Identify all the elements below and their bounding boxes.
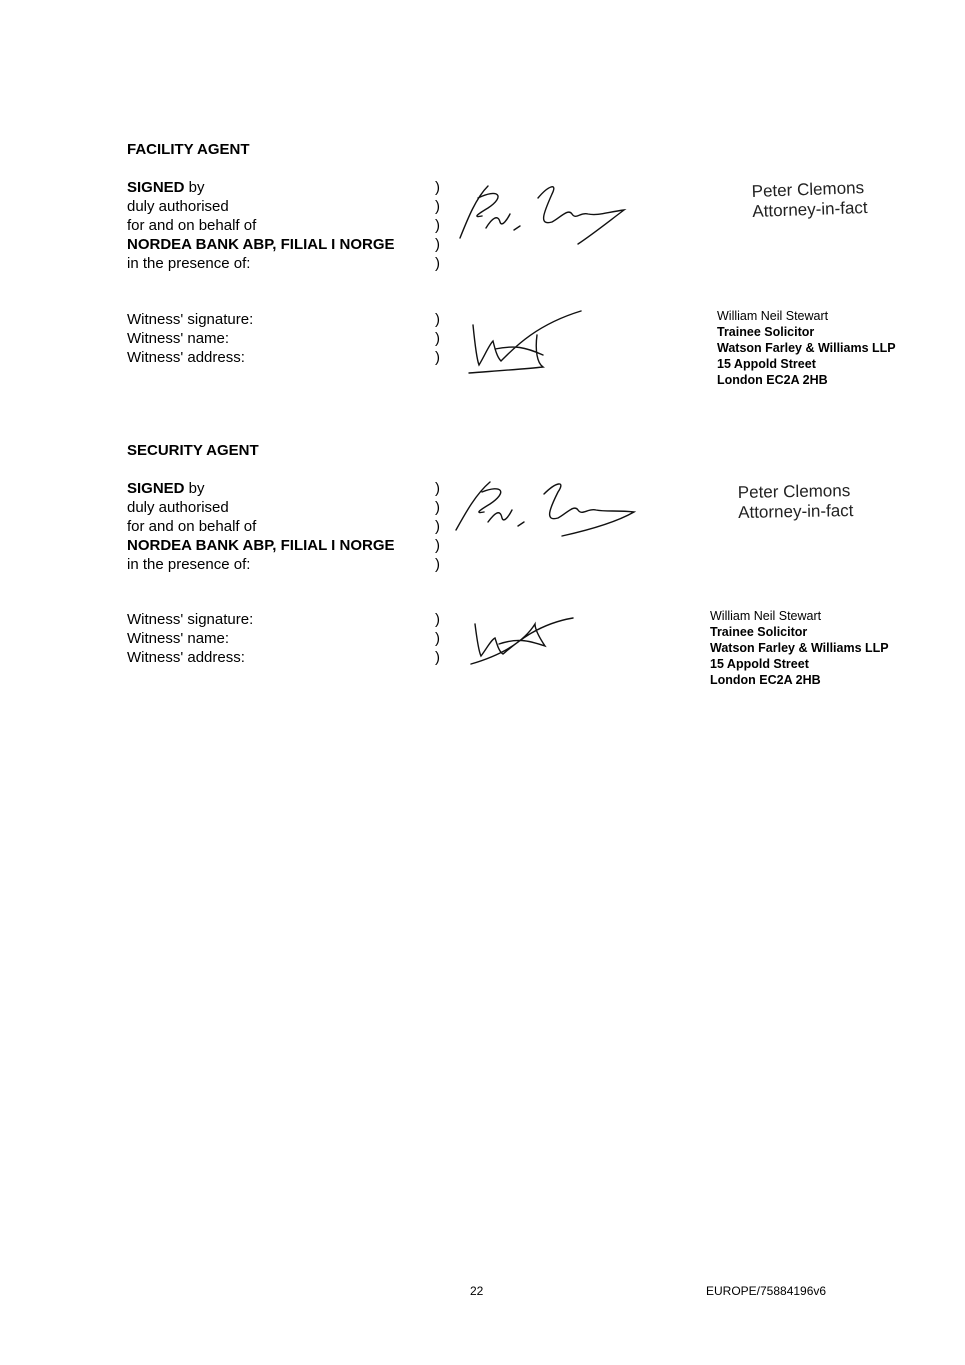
signatory-name-stamp [751, 178, 868, 222]
signatory-signature [448, 478, 638, 543]
signatory-title: Attorney-in-fact [738, 500, 854, 523]
bracket-mark: ) [435, 649, 440, 666]
witness-street: 15 Appold Street [710, 657, 809, 671]
witness-firm: Watson Farley & Williams LLP [710, 641, 889, 655]
signatory-title: Attorney-in-fact [752, 197, 868, 221]
bracket-mark: ) [435, 255, 440, 272]
witness-name-label: Witness' name: [127, 330, 230, 347]
facility-witness-block [127, 310, 253, 367]
duly-authorised-text: duly authorised [127, 198, 229, 215]
signatory-name: Peter Clemons [737, 481, 851, 503]
witness-name-label: Witness' name: [127, 630, 230, 647]
bracket-mark: ) [435, 480, 440, 497]
bracket-mark: ) [435, 537, 440, 554]
by-label: by [184, 480, 205, 497]
security-witness-block [127, 610, 253, 667]
witness-firm: Watson Farley & Williams LLP [717, 341, 896, 355]
bracket-mark: ) [435, 217, 440, 234]
signatory-signature [448, 178, 633, 248]
bracket-mark: ) [435, 330, 440, 347]
witness-name: William Neil Stewart [710, 609, 822, 623]
bracket-mark: ) [435, 179, 440, 196]
facility-parens [435, 178, 440, 273]
witness-signature [465, 610, 580, 670]
witness-name: William Neil Stewart [717, 309, 829, 323]
on-behalf-text: for and on behalf of [127, 217, 257, 234]
witness-stamp [710, 608, 889, 688]
bracket-mark: ) [435, 236, 440, 253]
bracket-mark: ) [435, 611, 440, 628]
bracket-mark: ) [435, 556, 440, 573]
security-parens [435, 479, 440, 574]
facility-signing-block [127, 178, 395, 273]
bracket-mark: ) [435, 630, 440, 647]
document-reference: EUROPE/75884196v6 [706, 1284, 827, 1298]
witness-title: Trainee Solicitor [710, 625, 808, 639]
by-label: by [184, 179, 205, 196]
bracket-mark: ) [435, 499, 440, 516]
bracket-mark: ) [435, 311, 440, 328]
presence-text: in the presence of: [127, 556, 251, 573]
on-behalf-text: for and on behalf of [127, 518, 257, 535]
witness-address-label: Witness' address: [127, 649, 245, 666]
witness-signature [465, 305, 585, 380]
facility-witness-parens [435, 310, 440, 367]
duly-authorised-text: duly authorised [127, 499, 229, 516]
signed-label: SIGNED [127, 179, 185, 196]
witness-city: London EC2A 2HB [717, 373, 828, 387]
bracket-mark: ) [435, 349, 440, 366]
security-witness-parens [435, 610, 440, 667]
entity-name: NORDEA BANK ABP, FILIAL I NORGE [127, 537, 395, 554]
witness-street: 15 Appold Street [717, 357, 816, 371]
witness-city: London EC2A 2HB [710, 673, 821, 687]
facility-agent-heading: FACILITY AGENT [127, 141, 250, 158]
signed-label: SIGNED [127, 480, 185, 497]
bracket-mark: ) [435, 198, 440, 215]
security-agent-heading: SECURITY AGENT [127, 442, 259, 459]
witness-title: Trainee Solicitor [717, 325, 815, 339]
presence-text: in the presence of: [127, 255, 251, 272]
signatory-name-stamp [738, 481, 854, 523]
security-signing-block [127, 479, 395, 574]
entity-name: NORDEA BANK ABP, FILIAL I NORGE [127, 236, 395, 253]
signatory-name: Peter Clemons [751, 178, 865, 202]
witness-signature-label: Witness' signature: [127, 611, 254, 628]
witness-signature-label: Witness' signature: [127, 311, 254, 328]
witness-stamp [717, 308, 896, 388]
bracket-mark: ) [435, 518, 440, 535]
page-number: 22 [470, 1284, 484, 1298]
witness-address-label: Witness' address: [127, 349, 245, 366]
